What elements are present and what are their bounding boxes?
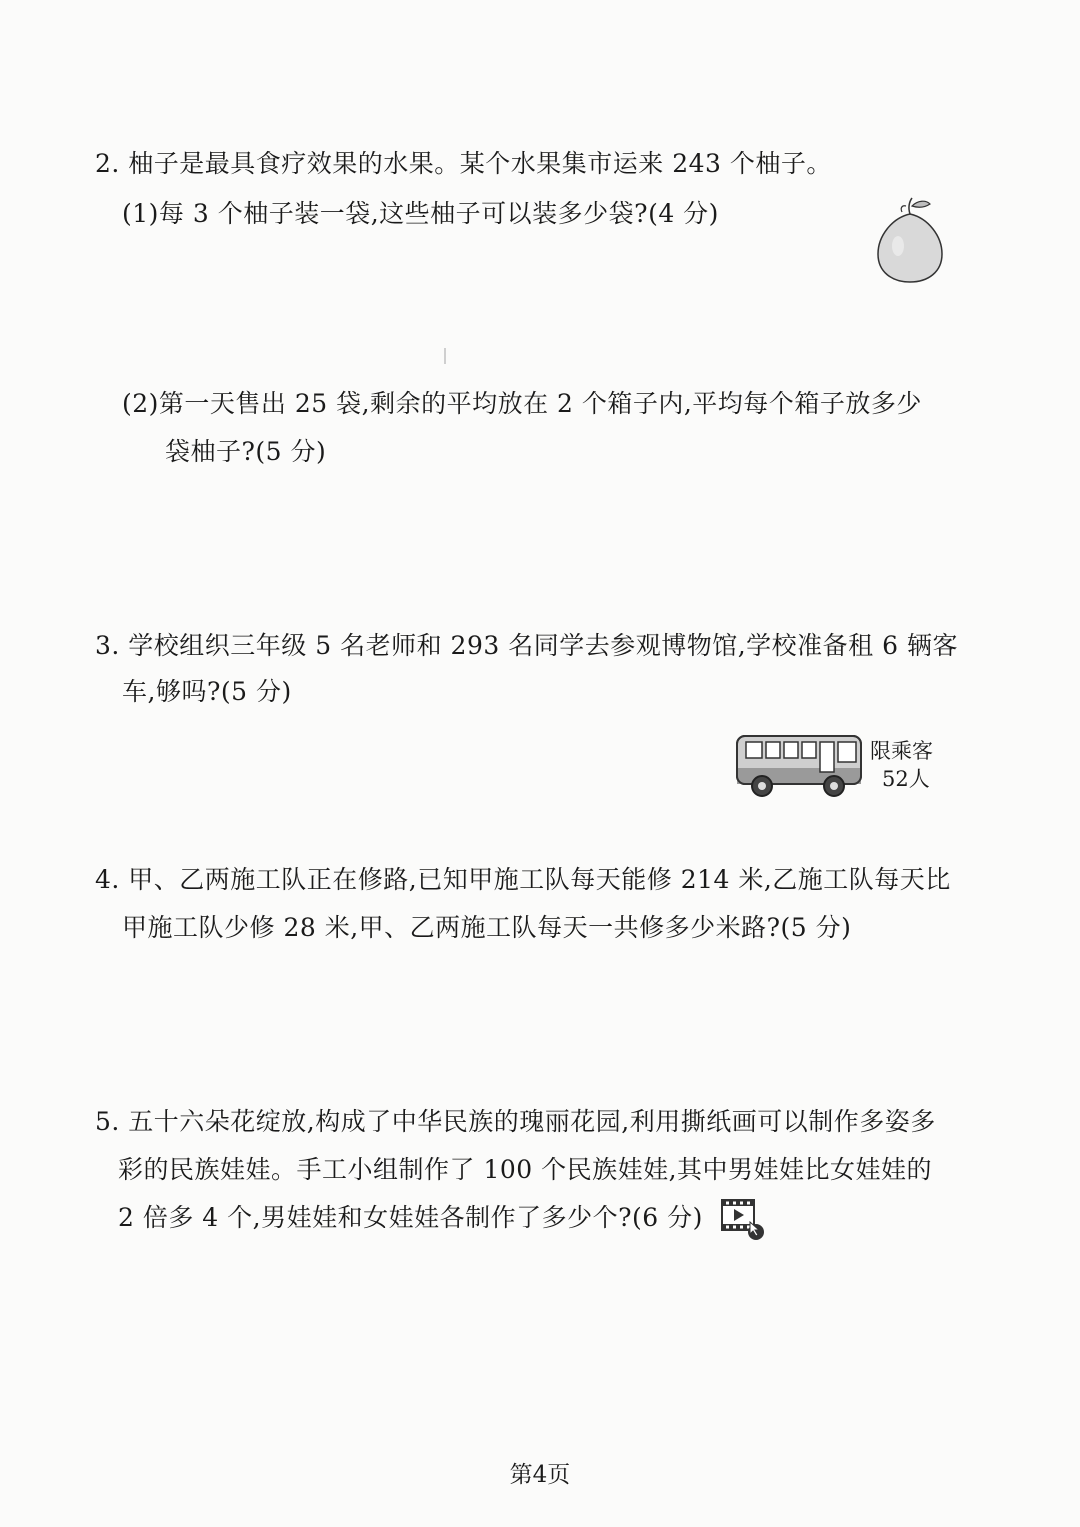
page-number: 第4页 <box>509 1462 571 1488</box>
scan-mark <box>444 348 446 364</box>
q2-part2-line1: (2)第一天售出 25 袋,剩余的平均放在 2 个箱子内,平均每个箱子放多少 <box>122 389 922 418</box>
q4-line1: 4. 甲、乙两施工队正在修路,已知甲施工队每天能修 214 米,乙施工队每天比 <box>95 865 951 894</box>
q3-line1: 3. 学校组织三年级 5 名老师和 293 名同学去参观博物馆,学校准备租 6 辆客 <box>95 631 958 660</box>
q3-line2: 车,够吗?(5 分) <box>122 677 292 706</box>
video-play-icon[interactable] <box>720 1196 766 1242</box>
pomelo-icon <box>872 196 948 286</box>
q2-part2-line2: 袋柚子?(5 分) <box>165 437 327 466</box>
bus-capacity-label-line2: 52人 <box>882 767 930 791</box>
q5-line2: 彩的民族娃娃。手工小组制作了 100 个民族娃娃,其中男娃娃比女娃娃的 <box>118 1155 933 1184</box>
bus-capacity-label-line1: 限乘客 <box>870 739 933 763</box>
q2-part1: (1)每 3 个柚子装一袋,这些柚子可以装多少袋?(4 分) <box>122 199 719 228</box>
q5-line3: 2 倍多 4 个,男娃娃和女娃娃各制作了多少个?(6 分) <box>118 1203 703 1232</box>
q5-line1: 5. 五十六朵花绽放,构成了中华民族的瑰丽花园,利用撕纸画可以制作多姿多 <box>95 1107 936 1136</box>
q4-line2: 甲施工队少修 28 米,甲、乙两施工队每天一共修多少米路?(5 分) <box>122 913 852 942</box>
q2-stem: 2. 柚子是最具食疗效果的水果。某个水果集市运来 243 个柚子。 <box>95 149 832 178</box>
bus-icon <box>734 732 864 800</box>
